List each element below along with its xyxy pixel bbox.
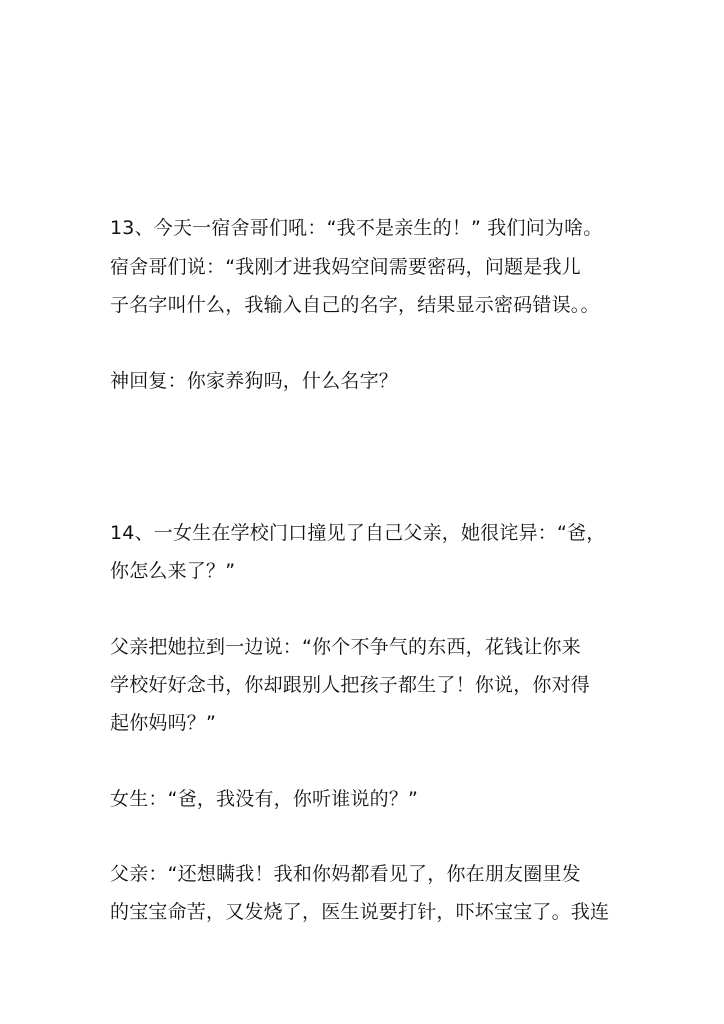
text-line: 学校好好念书，你却跟别人把孩子都生了！你说，你对得: [110, 674, 591, 696]
text-line: 宿舍哥们说：“我刚才进我妈空间需要密码，问题是我儿: [110, 256, 581, 278]
text-line: 14、一女生在学校门口撞见了自己父亲，她很诧异：“爸，: [110, 522, 606, 544]
text-line: 13、今天一宿舍哥们吼：“我不是亲生的！” 我们问为啥。: [110, 217, 603, 239]
text-line: 你怎么来了？”: [110, 560, 236, 582]
text-line: 起你妈吗？”: [110, 712, 217, 734]
text-line: 的宝宝命苦，又发烧了，医生说要打针，吓坏宝宝了。我连: [110, 901, 610, 923]
text-line: 父亲：“还想瞒我！我和你妈都看见了，你在朋友圈里发: [110, 863, 581, 885]
text-line: 神回复：你家养狗吗，什么名字？: [110, 370, 399, 392]
text-line: 子名字叫什么，我输入自己的名字，结果显示密码错误。。: [110, 294, 600, 316]
text-line: 女生：“爸，我没有，你听谁说的？”: [110, 788, 419, 810]
text-line: 父亲把她拉到一边说：“你个不争气的东西，花钱让你来: [110, 636, 581, 658]
